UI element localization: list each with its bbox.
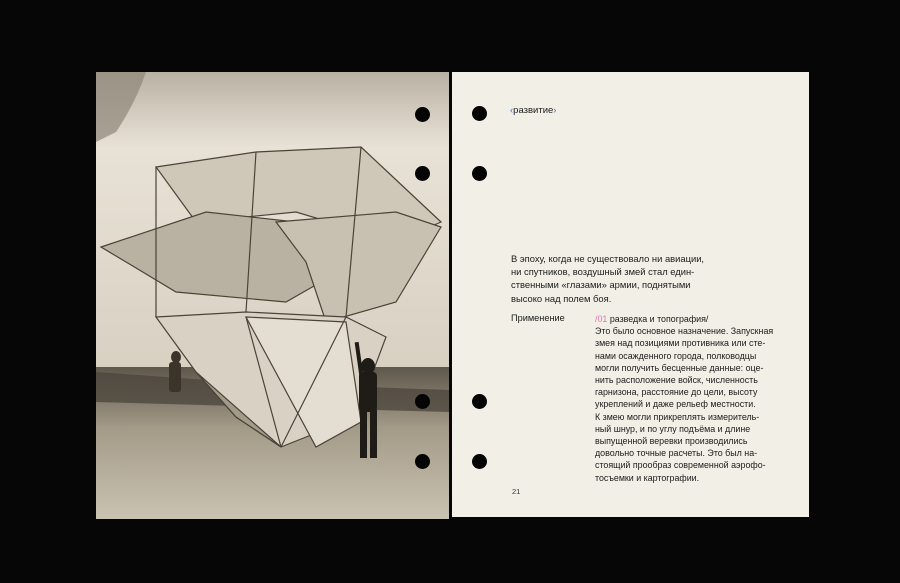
binder-hole	[472, 106, 487, 121]
body-line: стоящий прообраз современной аэрофо-	[595, 460, 766, 471]
binder-hole	[472, 166, 487, 181]
section-body	[595, 313, 795, 484]
intro-line: В эпоху, когда не существовало ни авиации,	[511, 253, 705, 264]
section-title: разведка и топография/	[609, 314, 709, 324]
kite-photo	[96, 72, 449, 519]
binder-hole	[415, 107, 430, 122]
body-line: Это было основное назначение. Запускная	[595, 326, 774, 337]
body-line: довольно точные расчеты. Это был на-	[595, 448, 758, 459]
section-number: /01	[595, 314, 608, 324]
intro-line: ни спутников, воздушный змей стал един-	[511, 266, 695, 278]
binder-hole	[472, 454, 487, 469]
tag-text: развитие	[513, 105, 554, 116]
section-heading	[595, 313, 795, 325]
body-line: К змею могли прикреплять измеритель-	[595, 411, 760, 422]
binder-hole	[415, 166, 430, 181]
body-line: укреплений и даже рельеф местности.	[595, 399, 756, 410]
binder-hole	[415, 454, 430, 469]
right-page	[452, 72, 809, 517]
section-label: Применение	[511, 313, 565, 323]
body-line: нить расположение войск, численность	[595, 375, 758, 386]
body-line: выпущенной веревки производились	[595, 436, 748, 447]
section-tag	[510, 105, 556, 116]
intro-line: ственными «глазами» армии, поднятыми	[511, 279, 691, 291]
left-page-photo	[96, 72, 449, 519]
body-line: змея над позициями противника или сте-	[595, 338, 766, 349]
binder-hole	[472, 394, 487, 409]
body-line: ный шнур, и по углу подъёма и длине	[595, 423, 751, 434]
tag-close-bracket: ›	[553, 105, 557, 116]
intro-line: высоко над полем боя.	[511, 292, 612, 304]
intro-paragraph	[511, 252, 741, 305]
body-line: нами осажденного города, полководцы	[595, 350, 757, 361]
body-line: тосъемки и картографии.	[595, 472, 700, 483]
page-number: 21	[512, 487, 521, 496]
body-line: гарнизона, расстояние до цели, высоту	[595, 387, 758, 398]
tag-open-bracket: ‹	[510, 105, 514, 116]
binder-hole	[415, 394, 430, 409]
body-line: могли получить бесценные данные: оце-	[595, 362, 764, 373]
